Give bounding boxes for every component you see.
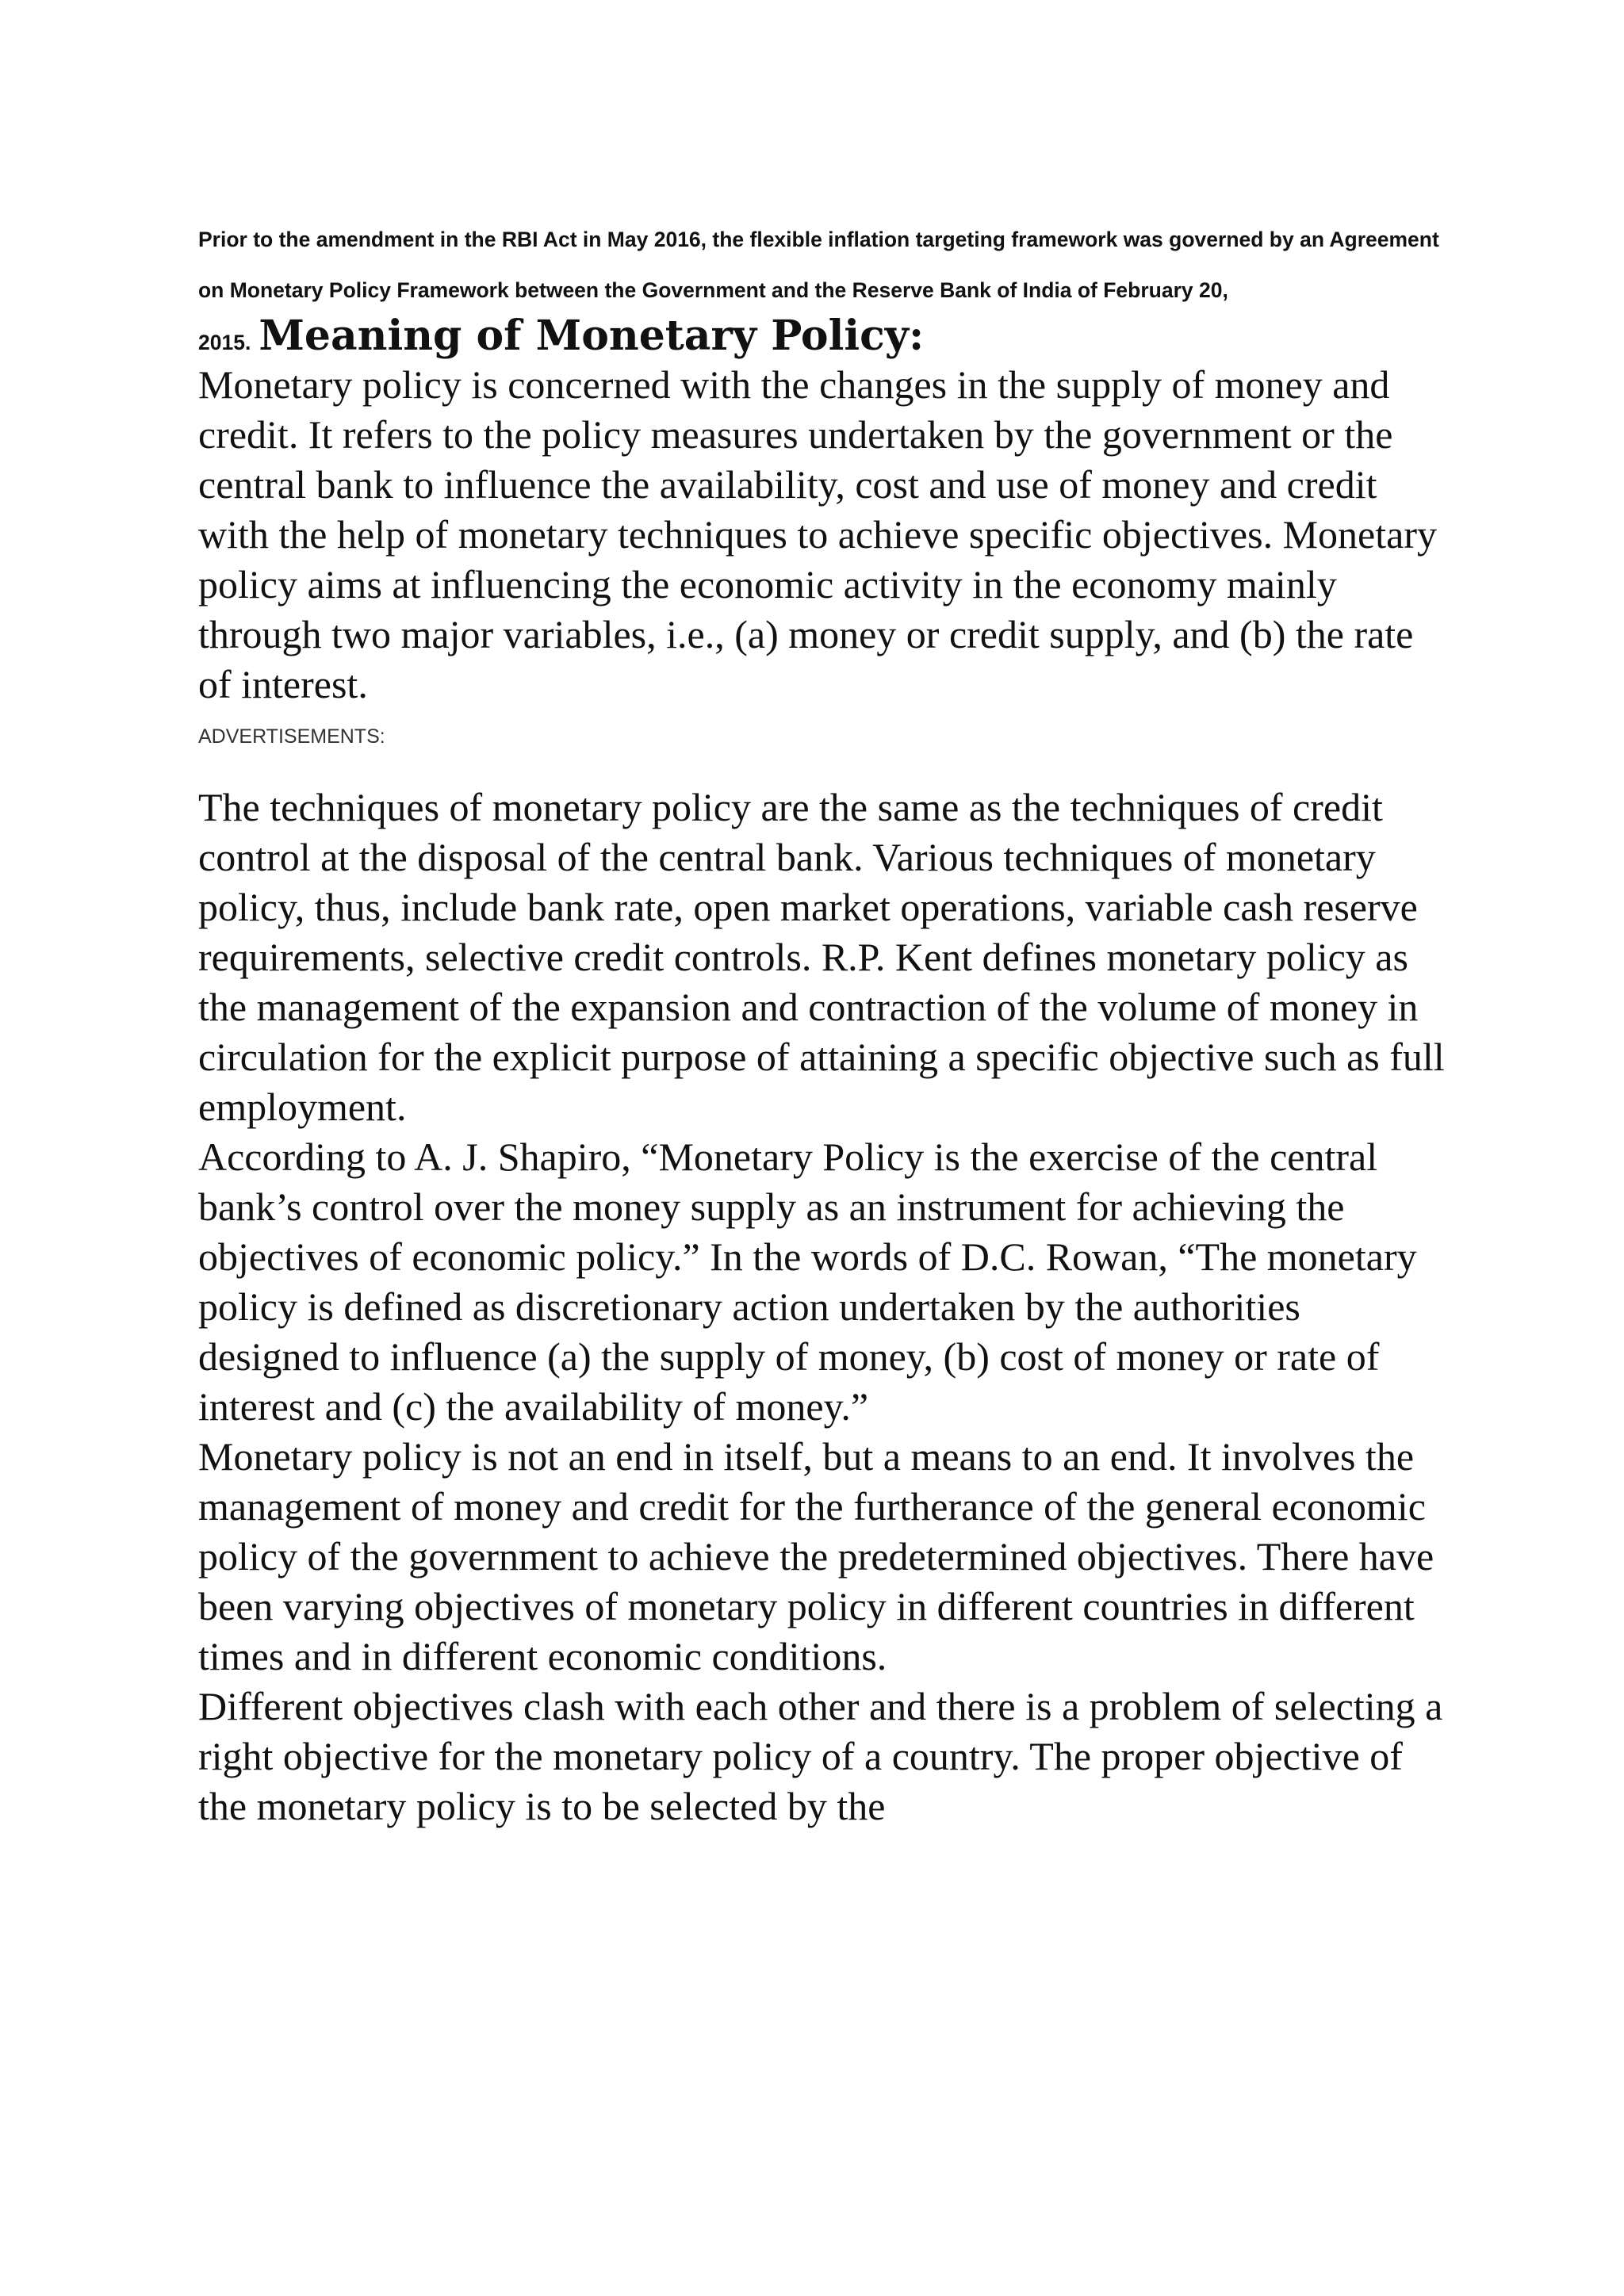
body-paragraph-3: According to A. J. Shapiro, “Monetary Policy is the exercise of the central bank’s control over the money supply as an instrument for achieving the objectives of economic policy.” In the words of D.C. Rowan, “The monetary policy is defined as discretionary action undertaken by the authorities designed to influence (a) the supply of money, (b) cost of money or rate of interest and (c) the availability of money.” bbox=[198, 1135, 1417, 1429]
intro-text: Prior to the amendment in the RBI Act in May 2016, the flexible inflation targeting framework was governed by an Agreement on Monetary Policy Framework between the Government and the Reserve Bank of India of February 20, 2015. bbox=[198, 228, 1439, 354]
body-paragraph-5: Different objectives clash with each other and there is a problem of selecting a right objective for the monetary policy of a country. The proper objective of the monetary policy is to be selected by the bbox=[198, 1684, 1443, 1828]
body-paragraph-4: Monetary policy is not an end in itself, but a means to an end. It involves the management of money and credit for the furtherance of the general economic policy of the government to achieve the predetermined objectives. There have been varying objectives of monetary policy in different countries in different times and in different economic conditions. bbox=[198, 1434, 1434, 1678]
document-page bbox=[198, 214, 1447, 1831]
body-paragraph-1: Monetary policy is concerned with the changes in the supply of money and credit. It refers to the policy measures undertaken by the government or the central bank to influence the availability, cost and use of money and credit with the help of monetary techniques to achieve specific objectives. Monetary policy aims at influencing the economic activity in the economy mainly through two major variables, i.e., (a) money or credit supply, and (b) the rate of interest. bbox=[198, 362, 1437, 706]
body-paragraph-2: The techniques of monetary policy are the same as the techniques of credit control at the disposal of the central bank. Various techniques of monetary policy, thus, include bank rate, open market operations, variable cash reserve requirements, selective credit controls. R.P. Kent defines monetary policy as the management of the expansion and contraction of the volume of money in circulation for the explicit purpose of attaining a specific objective such as full employment. bbox=[198, 785, 1445, 1129]
intro-paragraph bbox=[198, 214, 1447, 368]
advertisements-label: ADVERTISEMENTS: bbox=[198, 725, 385, 748]
section-heading: Meaning of Monetary Policy: bbox=[259, 312, 925, 360]
